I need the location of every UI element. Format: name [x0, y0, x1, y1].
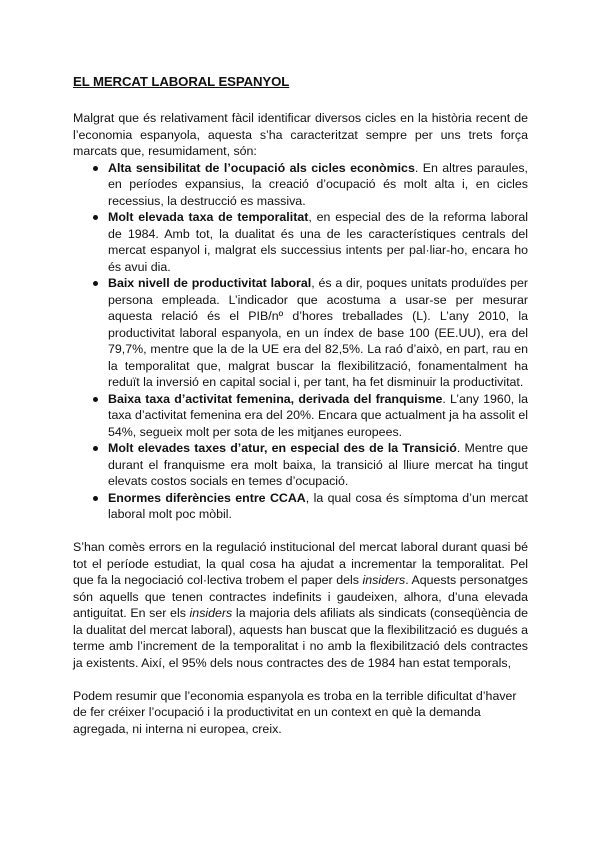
- document-page: [73, 74, 528, 737]
- list-item-text: . En altres paraules, en períodes expansius, la creació d’ocupació és molt alta i, en cicles recessius, la destrucció es massiva.: [108, 160, 528, 208]
- text-run: la majoria dels afiliats als sindicats (conseqüència de la dualitat del mercat laboral), aquests han buscat que la flexibilització es dugués a terme amb l’increment de la temporalitat i no amb la flexibilització dels contractes ja existents. Així, el 95% dels nous contractes des de 1984 han estat temporals,: [73, 606, 528, 670]
- list-item: [108, 160, 528, 210]
- spacer: [73, 671, 528, 688]
- italic-term: insiders: [362, 573, 406, 587]
- text-run: S’han comès errors en la regulació institucional del mercat laboral durant quasi bé tot el període estudiat, la qual cosa ha ajudat a incrementar la temporalitat. Pel que fa la negociació col·lectiva trobem el paper dels: [73, 540, 528, 587]
- document-title: EL MERCAT LABORAL ESPANYOL: [73, 74, 290, 89]
- list-item-heading: Molt elevada taxa de temporalitat: [108, 210, 309, 224]
- list-item-heading: Molt elevades taxes d’atur, en especial des de la Transició: [108, 441, 457, 455]
- regulation-paragraph: [73, 539, 528, 671]
- text-run: . Aquests personatges són aquells que tenen contractes indefinits i gaudeixen, alhora, d’una elevada antiguitat. En ser els: [73, 573, 528, 620]
- list-item-text: , en especial des de la reforma laboral de 1984. Amb tot, la dualitat és una de les característiques centrals del mercat espanyol i, malgrat els successius intents per pal·liar-ho, encara ho és avui dia.: [108, 210, 528, 274]
- list-item-heading: Alta sensibilitat de l’ocupació als cicles econòmics: [108, 160, 415, 175]
- list-item-text: . L’any 1960, la taxa d’activitat femenina era del 20%. Encara que actualment ja ha assolit el 54%, segueix molt per sota de les mitjanes europees.: [108, 391, 528, 439]
- list-item: [108, 209, 528, 275]
- intro-paragraph: Malgrat que és relativament fàcil identificar diversos cicles en la història recent de l’economia espanyola, aquesta s’ha caracteritzat sempre per uns trets força marcats que, resumidament, són:: [73, 111, 528, 158]
- list-item: [108, 275, 528, 391]
- list-item-text: , la qual cosa és símptoma d’un mercat laboral molt poc mòbil.: [108, 490, 529, 521]
- list-item-text: , és a dir, poques unitats produïdes per persona empleada. L’indicador que acostuma a usar-se per mesurar aquesta relació és el PIB/nº d’hores treballades (L). L’any 2010, la productivitat laboral espanyola, en un índex de base 100 (EE.UU), era del 79,7%, mentre que la de la UE era del 82,5%. La raó d’això, en part, rau en la temporalitat que, malgrat buscar la flexibilització, fonamentalment ha reduït la inversió en capital social i, per tant, ha fet disminuir la productivitat.: [108, 276, 528, 389]
- list-item-heading: Baix nivell de productivitat laboral: [108, 276, 312, 290]
- list-item: [108, 391, 528, 441]
- list-item: [108, 490, 528, 523]
- italic-term: insiders: [189, 606, 233, 620]
- spacer: [73, 523, 528, 540]
- list-item-heading: Baixa taxa d’activitat femenina, derivada del franquisme: [108, 391, 443, 406]
- list-item-heading: Enormes diferències entre CCAA: [108, 490, 306, 505]
- list-item-text: . Mentre que durant el franquisme era molt baixa, la transició al lliure mercat ha tingut elevats costos socials en temes d’ocupació.: [108, 441, 528, 488]
- list-item: [108, 440, 528, 490]
- characteristics-list: [73, 160, 528, 523]
- conclusion-paragraph: Podem resumir que l’economia espanyola es troba en la terrible dificultat d’haver de fer créixer l’ocupació i la productivitat en un context en què la demanda agregada, ni interna ni europea, creix.: [73, 688, 517, 736]
